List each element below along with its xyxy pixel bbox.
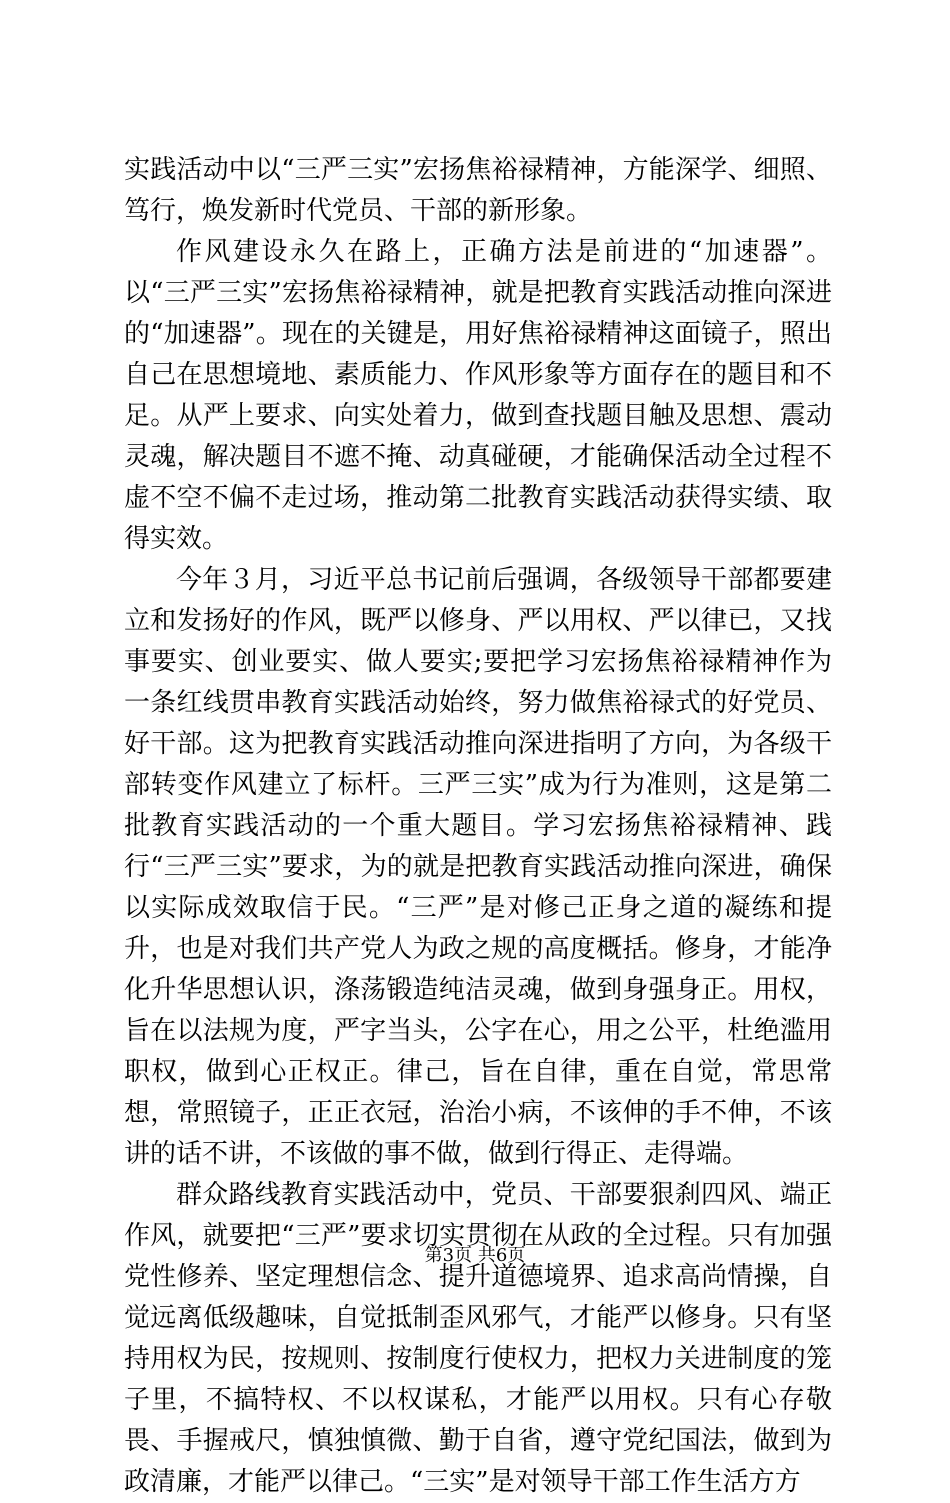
paragraph: 作风建设永久在路上，正确方法是前进的“加速器”。以“三严三实”宏扬焦裕禄精神，就是把教育实践活动推向深进的“加速器”。现在的关键是，用好焦裕禄精神这面镜子，照出自己在思想境地、素质能力、作风形象等方面存在的题目和不足。从严上要求、向实处着力，做到查找题目触及思想、震动灵魂，解决题目不遮不掩、动真碰硬，才能确保活动全过程不虚不空不偏不走过场，推动第二批教育实践活动获得实绩、取得实效。 <box>124 237 832 554</box>
page-number-footer: 第3页 共6页 <box>424 1245 526 1266</box>
document-body <box>124 150 832 1503</box>
paragraph: 群众路线教育实践活动中，党员、干部要狠刹四风、端正作风，就要把“三严”要求切实贯彻在从政的全过程。只有加强党性修养、坚定理想信念、提升道德境界、追求高尚情操，自觉远离低级趣味，自觉抵制歪风邪气，才能严以修身。只有坚持用权为民，按规则、按制度行使权力，把权力关进制度的笼子里，不搞特权、不以权谋私，才能严以用权。只有心存敬畏、手握戒尺，慎独慎微、勤于自省，遵守党纪国法，做到为政清廉，才能严以律己。“三实”是对领导干部工作生活方方 <box>124 1180 832 1497</box>
paragraph-continuation: 实践活动中以“三严三实”宏扬焦裕禄精神，方能深学、细照、笃行，焕发新时代党员、干部的新形象。 <box>124 155 832 226</box>
paragraph: 今年３月，习近平总书记前后强调，各级领导干部都要建立和发扬好的作风，既严以修身、严以用权、严以律已，又找事要实、创业要实、做人要实;要把学习宏扬焦裕禄精神作为一条红线贯串教育实践活动始终，努力做焦裕禄式的好党员、好干部。这为把教育实践活动推向深进指明了方向，为各级干部转变作风建立了标杆。三严三实”成为行为准则，这是第二批教育实践活动的一个重大题目。学习宏扬焦裕禄精神、践行“三严三实”要求，为的就是把教育实践活动推向深进，确保以实际成效取信于民。“三严”是对修己正身之道的凝练和提升，也是对我们共产党人为政之规的高度概括。修身，才能净化升华思想认识，涤荡锻造纯洁灵魂，做到身强身正。用权，旨在以法规为度，严字当头，公字在心，用之公平，杜绝滥用职权，做到心正权正。律己，旨在自律，重在自觉，常思常想，常照镜子，正正衣冠，治治小病，不该伸的手不伸，不该讲的话不讲，不该做的事不做，做到行得正、走得端。 <box>124 565 832 1169</box>
